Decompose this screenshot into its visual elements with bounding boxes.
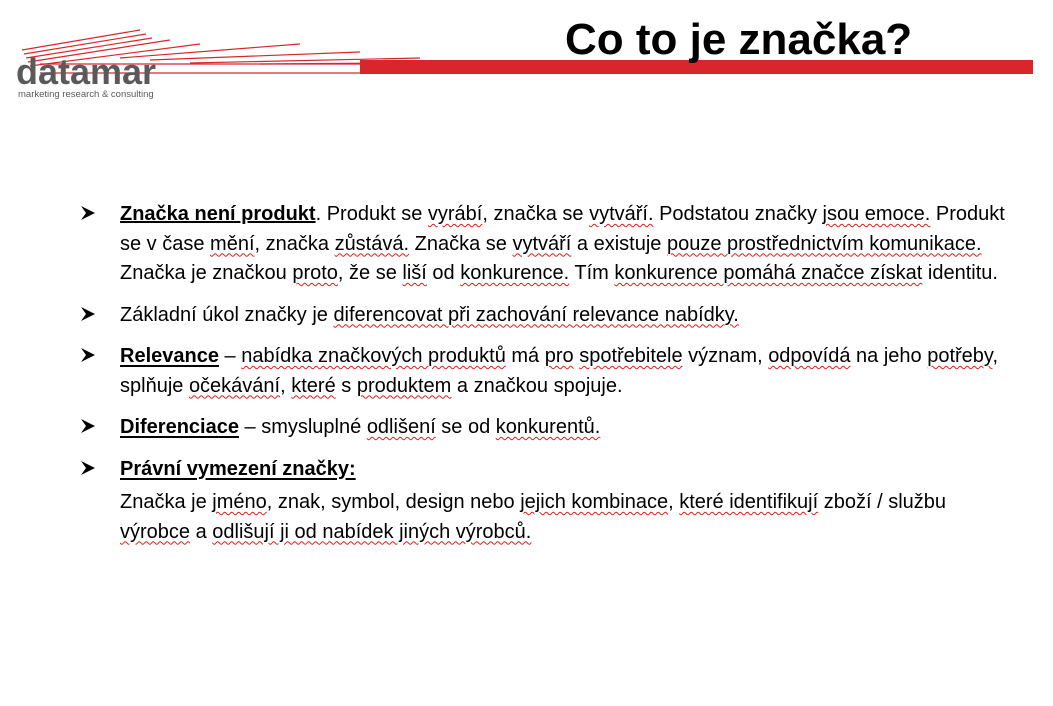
text-run: produktem — [356, 374, 452, 397]
text-run: a existuje — [571, 232, 667, 255]
text-run: proto — [292, 262, 338, 284]
text-run: které — [291, 374, 336, 397]
bullet-text — [120, 200, 1020, 289]
text-run: potřeby — [927, 345, 993, 367]
text-run: spotřebitele — [579, 345, 683, 367]
text-run: Tím — [569, 262, 615, 284]
text-run: a — [190, 520, 213, 543]
text-run: , že se — [337, 262, 403, 284]
bullet-relevance — [80, 342, 1020, 401]
text-run: – smysluplné — [238, 416, 367, 438]
bullet-lead: Relevance — [120, 345, 219, 367]
text-run: vytváří — [512, 232, 572, 255]
text-run: očekávání — [188, 374, 281, 397]
bullet-lead: Diferenciace — [120, 416, 239, 438]
text-run: Podstatou značky — [653, 203, 823, 225]
text-run: zboží / službu — [818, 491, 947, 513]
text-run: mění — [210, 232, 255, 255]
text-run: má — [505, 345, 545, 367]
arrow-right-icon — [80, 205, 96, 221]
bullet-text — [120, 301, 1020, 331]
text-run: nabídka značkových produktů — [241, 345, 506, 367]
text-run: jsou emoce. — [822, 203, 931, 225]
bullet-list — [80, 200, 1020, 547]
arrow-right-icon — [80, 460, 96, 476]
text-run: vyrábí — [427, 203, 483, 225]
text-run: výrobce — [120, 520, 191, 543]
text-run: , značka se — [482, 203, 590, 225]
text-run: identitu. — [922, 262, 998, 284]
arrow-right-icon — [80, 418, 96, 434]
text-run: konkurence. — [460, 262, 570, 284]
arrow-right-icon — [80, 347, 96, 363]
bullet-text — [120, 413, 1020, 443]
text-run: . Produkt se — [315, 203, 428, 225]
bullet-legal-definition — [80, 455, 1020, 548]
text-run: Značka je značkou — [120, 262, 293, 284]
text-run: odlišují ji od nabídek jiných výrobců. — [212, 520, 532, 543]
text-run: jejich kombinace — [520, 491, 669, 513]
logo-wordmark: datamar — [16, 51, 157, 92]
text-run: a značkou spojuje. — [451, 374, 623, 397]
text-run: , značka — [254, 232, 335, 255]
text-run: Základní úkol značky je — [120, 303, 334, 326]
page-title: Co to je značka? — [565, 15, 913, 64]
text-run: konkurentů. — [495, 416, 601, 438]
text-run: Značka je — [120, 491, 213, 513]
bullet-lead: Právní vymezení značky: — [120, 457, 356, 480]
text-run: jméno — [212, 491, 267, 513]
text-run: pouze prostřednictvím komunikace. — [666, 232, 982, 255]
text-run: – — [218, 345, 242, 367]
text-run: , splňuje — [120, 345, 999, 397]
text-run: , — [280, 374, 292, 397]
bullet-brand-not-product — [80, 200, 1020, 289]
text-run: Značka se — [409, 232, 513, 255]
text-run: na jeho — [850, 345, 928, 367]
text-run: , — [668, 491, 680, 513]
bullet-lead: Značka není produkt — [120, 203, 316, 225]
bullet-differentiation — [80, 413, 1020, 443]
logo-tagline: marketing research & consulting — [18, 89, 154, 100]
text-run: zůstává. — [334, 232, 410, 255]
text-run: diferencovat při zachování relevance nabídky. — [333, 303, 739, 326]
bullet-text — [120, 342, 1020, 401]
bullet-basic-task — [80, 301, 1020, 331]
text-run: se od — [435, 416, 496, 438]
text-run: liší — [402, 262, 427, 284]
bullet-text — [120, 455, 1020, 485]
arrow-right-icon — [80, 306, 96, 322]
text-run: odpovídá — [768, 345, 851, 367]
text-run: Produkt se v čase — [120, 203, 1005, 255]
text-run: odlišení — [366, 416, 436, 438]
text-run: vytváří. — [589, 203, 654, 225]
legal-definition-text — [120, 488, 1020, 547]
text-run: , znak, symbol, design nebo — [266, 491, 521, 513]
text-run: s — [335, 374, 357, 397]
text-run: konkurence pomáhá značce získat — [614, 262, 923, 284]
text-run: od — [426, 262, 461, 284]
text-run: význam, — [682, 345, 769, 367]
text-run: které identifikují — [679, 491, 819, 513]
text-run: pro — [544, 345, 574, 367]
